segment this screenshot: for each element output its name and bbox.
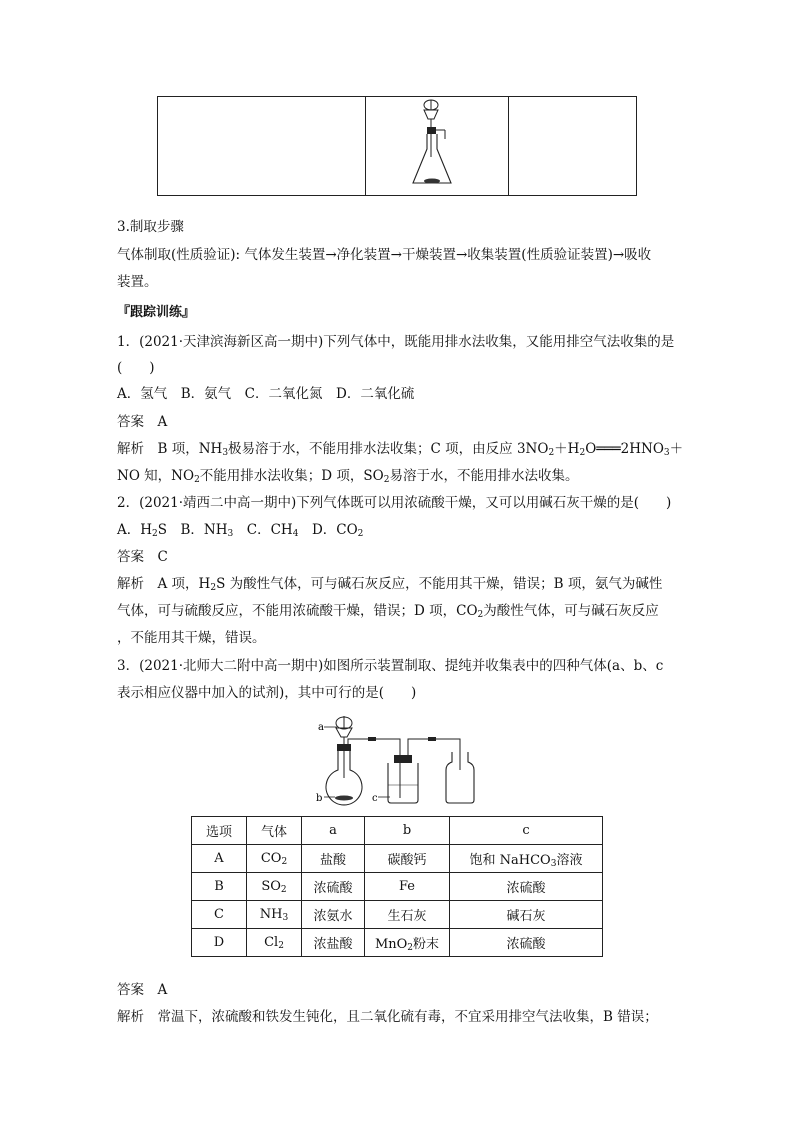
options-table	[191, 816, 603, 957]
analysis-2: 解析 A 项，$H_2S$ 为酸性气体，可与碱石灰反应，不能用其干燥，错误；B 项，氨气为碱性	[117, 576, 663, 593]
question-3-cont: 表示相应仪器中加入的试剂)，其中可行的是( )	[117, 685, 417, 701]
table-row: C $NH_3$ 浓氨水 生石灰 碱石灰	[192, 901, 603, 929]
answer-1: 答案 A	[117, 414, 168, 430]
question-1-options: A．氢气 B．氨气 C．二氧化氮 D．二氧化硫	[117, 386, 415, 402]
question-1: 1．(2021·天津滨海新区高一期中)下列气体中，既能用排水法收集，又能用排空气法收集的是	[117, 334, 675, 350]
gas-apparatus-diagram	[310, 710, 500, 810]
analysis-1: 解析 B 项，$NH_3$极易溶于水，不能用排水法收集；C 项，由反应 $3NO_2+H_2O═══2HNO_3+$	[117, 441, 684, 458]
answer-3: 答案 A	[117, 982, 168, 998]
question-2: 2．(2021·靖西二中高一期中)下列气体既可以用浓硫酸干燥，又可以用碱石灰干燥的是( )	[117, 495, 672, 511]
table-row: B $SO_2$ 浓硫酸 Fe 浓硫酸	[192, 873, 603, 901]
label-b: b	[316, 793, 323, 804]
table-row: A $CO_2$ 盐酸 碳酸钙 饱和 NaHCO$_3$溶液	[192, 845, 603, 873]
analysis-3: 解析 常温下，浓硫酸和铁发生钝化，且二氧化硫有毒，不宜采用排空气法收集，B 错误；	[117, 1009, 658, 1025]
table-header-row: 选项 气体 a b c	[192, 817, 603, 845]
steps-text: 气体制取(性质验证): 气体发生装置→净化装置→干燥装置→收集装置(性质验证装置)→吸收	[117, 247, 652, 263]
table-cell	[158, 97, 366, 196]
table-cell	[366, 97, 509, 196]
question-2-options: A．$H_2S$ B．$NH_3$ C．$CH_4$ D．$CO_2$	[117, 522, 364, 539]
question-1-bracket: ( )	[117, 360, 155, 376]
analysis-2-cont: 气体，可与硫酸反应，不能用浓硫酸干燥，错误；D 项，$CO_2$为酸性气体，可与碱石灰反应	[117, 603, 659, 620]
apparatus-table	[157, 96, 637, 196]
analysis-2-end: ，不能用其干燥，错误。	[117, 630, 266, 646]
label-a: a	[318, 722, 324, 733]
answer-2: 答案 C	[117, 549, 168, 565]
training-heading: 『跟踪训练』	[117, 305, 196, 320]
conical-flask-icon	[407, 97, 467, 191]
steps-text-cont: 装置。	[117, 274, 158, 290]
question-3: 3．(2021·北师大二附中高一期中)如图所示装置制取、提纯并收集表中的四种气体(a、b、c	[117, 658, 664, 674]
section-title: 3.制取步骤	[117, 219, 184, 235]
training-title: 跟踪训练	[130, 305, 183, 320]
label-c: c	[372, 793, 378, 804]
analysis-1-cont: NO 知，$NO_2$不能用排水法收集；D 项，$SO_2$易溶于水，不能用排水法收集。	[117, 468, 579, 485]
table-row: D $Cl_2$ 浓盐酸 MnO$_2$粉末 浓硫酸	[192, 929, 603, 957]
table-cell	[508, 97, 636, 196]
